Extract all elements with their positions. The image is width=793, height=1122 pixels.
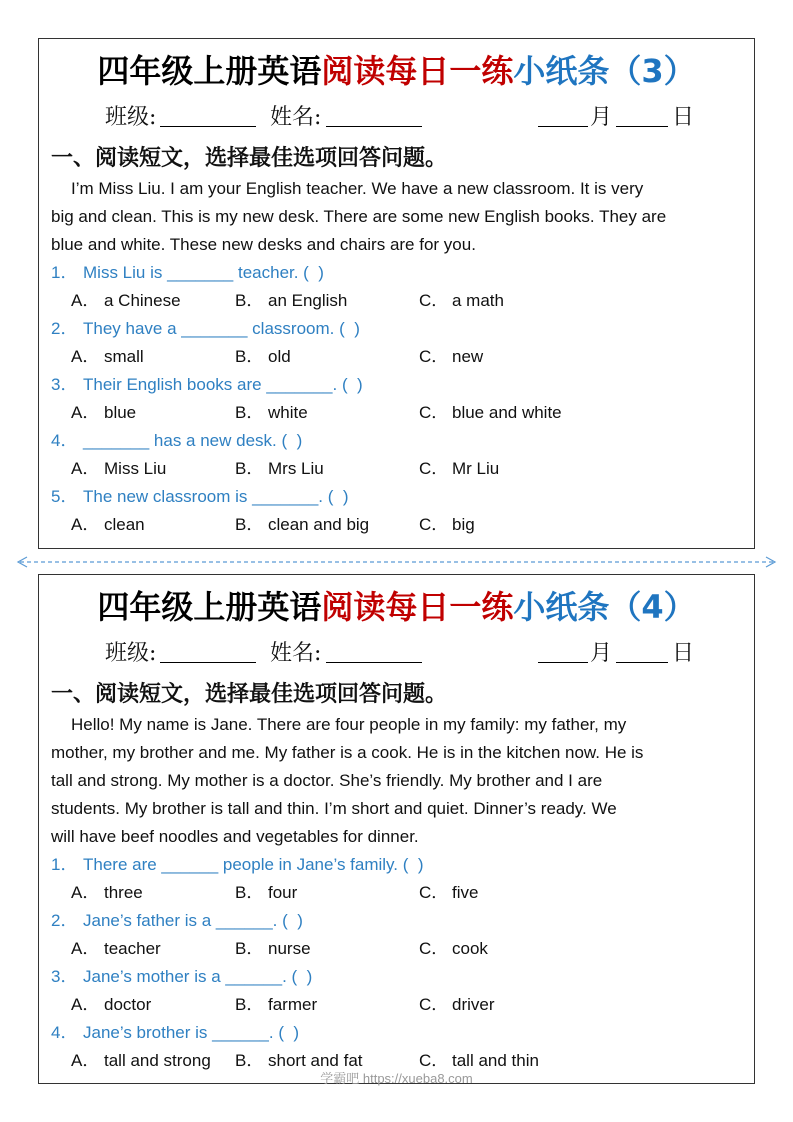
question — [51, 907, 748, 935]
title-slip-text: 小纸条（4） — [513, 588, 696, 626]
option-text: farmer — [268, 995, 318, 1014]
option-b — [235, 879, 297, 907]
question — [51, 963, 748, 991]
options-row — [51, 455, 748, 483]
day-blank — [616, 126, 668, 127]
option-letter: B． — [235, 459, 264, 478]
option-a — [71, 399, 136, 427]
option-letter: C． — [419, 1051, 449, 1070]
option-c — [419, 935, 488, 963]
passage-line: I’m Miss Liu. I am your English teacher. We have a new classroom. It is very — [71, 179, 644, 198]
class-label: 班级: — [105, 105, 157, 130]
option-text: short and fat — [268, 1051, 363, 1070]
day-blank — [616, 662, 668, 663]
question-number: 4． — [51, 1023, 78, 1042]
option-b — [235, 935, 311, 963]
worksheet-title — [39, 587, 754, 627]
month-blank — [538, 662, 588, 663]
option-text: Mrs Liu — [268, 459, 324, 478]
option-letter: B． — [235, 347, 264, 366]
title-practice-text: 阅读每日一练 — [321, 588, 514, 626]
question — [51, 371, 748, 399]
question-text: Jane’s father is a ______. ( ) — [83, 911, 303, 930]
question-number: 5． — [51, 487, 78, 506]
question-number: 4． — [51, 431, 78, 450]
options-row — [51, 511, 748, 539]
question-number: 3． — [51, 375, 78, 394]
question — [51, 851, 748, 879]
question — [51, 259, 748, 287]
option-a — [71, 935, 161, 963]
options-row — [51, 343, 748, 371]
title-practice-text: 阅读每日一练 — [321, 52, 514, 90]
passage-line: tall and strong. My mother is a doctor. She’s friendly. My brother and I are — [51, 771, 603, 790]
option-a — [71, 879, 143, 907]
day-label: 日 — [672, 105, 695, 130]
option-text: doctor — [104, 995, 152, 1014]
option-letter: C． — [419, 939, 449, 958]
question-text: Miss Liu is _______ teacher. ( ) — [83, 263, 324, 282]
student-info-row — [39, 640, 754, 668]
option-letter: B． — [235, 939, 264, 958]
options-row — [51, 991, 748, 1019]
option-text: old — [268, 347, 291, 366]
question-text: There are ______ people in Jane’s family. ( ) — [83, 855, 424, 874]
option-text: tall and thin — [452, 1051, 539, 1070]
option-text: driver — [452, 995, 495, 1014]
passage-line: blue and white. These new desks and chairs are for you. — [51, 235, 476, 254]
option-letter: C． — [419, 995, 449, 1014]
title-grade-text: 四年级上册英语 — [97, 52, 322, 90]
option-a — [71, 511, 145, 539]
option-text: nurse — [268, 939, 311, 958]
option-c — [419, 343, 483, 371]
title-grade-text: 四年级上册英语 — [97, 588, 322, 626]
option-text: five — [452, 883, 479, 902]
passage-line: big and clean. This is my new desk. There are some new English books. They are — [51, 207, 667, 226]
option-letter: B． — [235, 1051, 264, 1070]
option-letter: A． — [71, 883, 100, 902]
question-text: Jane’s mother is a ______. ( ) — [83, 967, 313, 986]
option-text: blue and white — [452, 403, 562, 422]
option-letter: A． — [71, 1051, 100, 1070]
option-letter: C． — [419, 291, 449, 310]
class-blank — [160, 662, 256, 663]
option-text: tall and strong — [104, 1051, 211, 1070]
option-letter: B． — [235, 403, 264, 422]
option-b — [235, 455, 324, 483]
option-text: Miss Liu — [104, 459, 167, 478]
option-b — [235, 991, 317, 1019]
option-b — [235, 511, 369, 539]
question-text: _______ has a new desk. ( ) — [83, 431, 303, 450]
cut-line-divider — [0, 555, 793, 569]
options-row — [51, 287, 748, 315]
option-letter: C． — [419, 403, 449, 422]
option-text: new — [452, 347, 484, 366]
option-letter: A． — [71, 515, 100, 534]
option-c — [419, 455, 499, 483]
option-c — [419, 991, 495, 1019]
option-text: an English — [268, 291, 348, 310]
question-number: 1． — [51, 855, 78, 874]
option-text: four — [268, 883, 298, 902]
option-letter: A． — [71, 403, 100, 422]
name-blank — [326, 126, 422, 127]
passage-line: students. My brother is tall and thin. I’m short and quiet. Dinner’s ready. We — [51, 799, 617, 818]
watermark-text: 学霸吧 https://xueba8.com — [320, 1071, 473, 1086]
month-label: 月 — [590, 105, 613, 130]
name-label: 姓名: — [270, 641, 322, 666]
option-b — [235, 399, 308, 427]
option-b — [235, 343, 291, 371]
option-text: big — [452, 515, 475, 534]
class-label: 班级: — [105, 641, 157, 666]
option-letter: B． — [235, 883, 264, 902]
worksheet-title — [39, 51, 754, 91]
reading-content — [51, 175, 748, 539]
option-c — [419, 399, 562, 427]
option-letter: C． — [419, 883, 449, 902]
options-row — [51, 399, 748, 427]
option-text: clean and big — [268, 515, 370, 534]
month-label: 月 — [590, 641, 613, 666]
question-text: The new classroom is _______. ( ) — [83, 487, 349, 506]
question — [51, 315, 748, 343]
question — [51, 427, 748, 455]
question-text: Their English books are _______. ( ) — [83, 375, 363, 394]
option-text: a math — [452, 291, 504, 310]
option-text: white — [268, 403, 308, 422]
question-number: 2． — [51, 319, 78, 338]
option-a — [71, 287, 181, 315]
name-label: 姓名: — [270, 105, 322, 130]
option-c — [419, 287, 504, 315]
student-info-row — [39, 104, 754, 132]
month-blank — [538, 126, 588, 127]
question-number: 1． — [51, 263, 78, 282]
option-letter: C． — [419, 459, 449, 478]
reading-content — [51, 711, 748, 1075]
option-text: Mr Liu — [452, 459, 500, 478]
section-heading: 一、阅读短文，选择最佳选项回答问题。 — [51, 681, 448, 707]
passage-line: will have beef noodles and vegetables for dinner. — [51, 827, 419, 846]
options-row — [51, 879, 748, 907]
worksheet-card — [38, 38, 755, 549]
option-letter: A． — [71, 459, 100, 478]
name-blank — [326, 662, 422, 663]
passage-line: mother, my brother and me. My father is a cook. He is in the kitchen now. He is — [51, 743, 644, 762]
option-text: cook — [452, 939, 488, 958]
option-letter: B． — [235, 291, 264, 310]
question-number: 2． — [51, 911, 78, 930]
question-number: 3． — [51, 967, 78, 986]
worksheet-card — [38, 574, 755, 1084]
section-heading: 一、阅读短文，选择最佳选项回答问题。 — [51, 145, 448, 171]
option-letter: A． — [71, 291, 100, 310]
class-blank — [160, 126, 256, 127]
option-a — [71, 343, 144, 371]
day-label: 日 — [672, 641, 695, 666]
option-letter: B． — [235, 515, 264, 534]
option-letter: C． — [419, 347, 449, 366]
option-text: clean — [104, 515, 145, 534]
title-slip-text: 小纸条（3） — [513, 52, 696, 90]
option-a — [71, 455, 166, 483]
option-c — [419, 511, 475, 539]
option-a — [71, 991, 151, 1019]
options-row — [51, 935, 748, 963]
option-letter: A． — [71, 939, 100, 958]
question-text: They have a _______ classroom. ( ) — [83, 319, 360, 338]
option-text: teacher — [104, 939, 161, 958]
option-text: three — [104, 883, 143, 902]
option-text: a Chinese — [104, 291, 181, 310]
option-text: blue — [104, 403, 137, 422]
question — [51, 483, 748, 511]
option-letter: A． — [71, 347, 100, 366]
question — [51, 1019, 748, 1047]
option-c — [419, 879, 478, 907]
option-letter: B． — [235, 995, 264, 1014]
option-letter: C． — [419, 515, 449, 534]
passage-line: Hello! My name is Jane. There are four people in my family: my father, my — [71, 715, 627, 734]
question-text: Jane’s brother is ______. ( ) — [83, 1023, 300, 1042]
option-letter: A． — [71, 995, 100, 1014]
option-text: small — [104, 347, 144, 366]
option-b — [235, 287, 347, 315]
